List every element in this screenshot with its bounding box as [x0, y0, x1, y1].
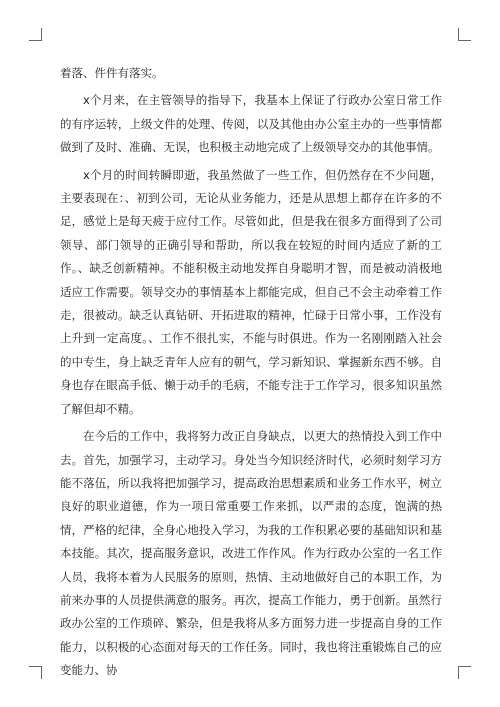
- crop-mark-top-right: [458, 28, 471, 41]
- crop-mark-bottom-right: [458, 666, 471, 679]
- crop-mark-top-left: [29, 28, 42, 41]
- paragraph-plans: 在今后的工作中，我将努力改正自身缺点，以更大的热情投入到工作中去。首先，加强学习，主动学习。身处当今知识经济时代，必须时刻学习方能不落伍，所以我将把加强学习，提高政治思想素质和业务工作水平，树立良好的职业道德，作为一项日常重要工作来抓，以严肃的态度，饱满的热情，严格的纪律，全身心地投入学习，为我的工作积累必要的基础知识和基本技能。其次，提高服务意识，改进工作作风。作为行政办公室的一名工作人员，我将本着为人民服务的原则，热情、主动地做好自己的本职工作，为前来办事的人员提供满意的服务。再次，提高工作能力，勇于创新。虽然行政办公室的工作琐碎、繁杂，但是我将从多方面努力进一步提高自身的工作能力，以积极的心态面对每天的工作任务。同时，我也将注重锻炼自己的应变能力、协: [60, 429, 442, 678]
- paragraph-summary: x个月来，在主管领导的指导下，我基本上保证了行政办公室日常工作的有序运转，上级文件的处理、传阅，以及其他由办公室主办的一些事情都做到了及时、准确、无误，也积极主动地完成了上级领导交办的其他事情。: [60, 93, 442, 155]
- paragraph-problems: x个月的时间转瞬即逝，我虽然做了一些工作，但仍然存在不少问题，主要表现在：、初到公司，无论从业务能力，还是从思想上都存在许多的不足，感觉上是每天疲于应付工作。尽管如此，但是我在很多方面得到了公司领导、部门领导的正确引导和帮助，所以我在较短的时间内适应了新的工作。、缺乏创新精神。不能积极主动地发挥自身聪明才智，而是被动消极地适应工作需要。领导交办的事情基本上都能完成，但自己不会主动牵着工作走，很被动。缺乏认真钻研、开拓进取的精神，忙碌于日常小事，工作没有上升到一定高度。、工作不很扎实，不能与时俱进。作为一名刚刚踏入社会的中专生，身上缺乏青年人应有的朝气，学习新知识、掌握新东西不够。自身也存在眼高手低、懒于动手的毛病，不能专注于工作学习，很多知识虽然了解但却不精。: [60, 167, 442, 416]
- document-body: [60, 62, 442, 687]
- paragraph-continuation: 着落、件件有落实。: [60, 66, 164, 80]
- crop-mark-bottom-left: [29, 666, 42, 679]
